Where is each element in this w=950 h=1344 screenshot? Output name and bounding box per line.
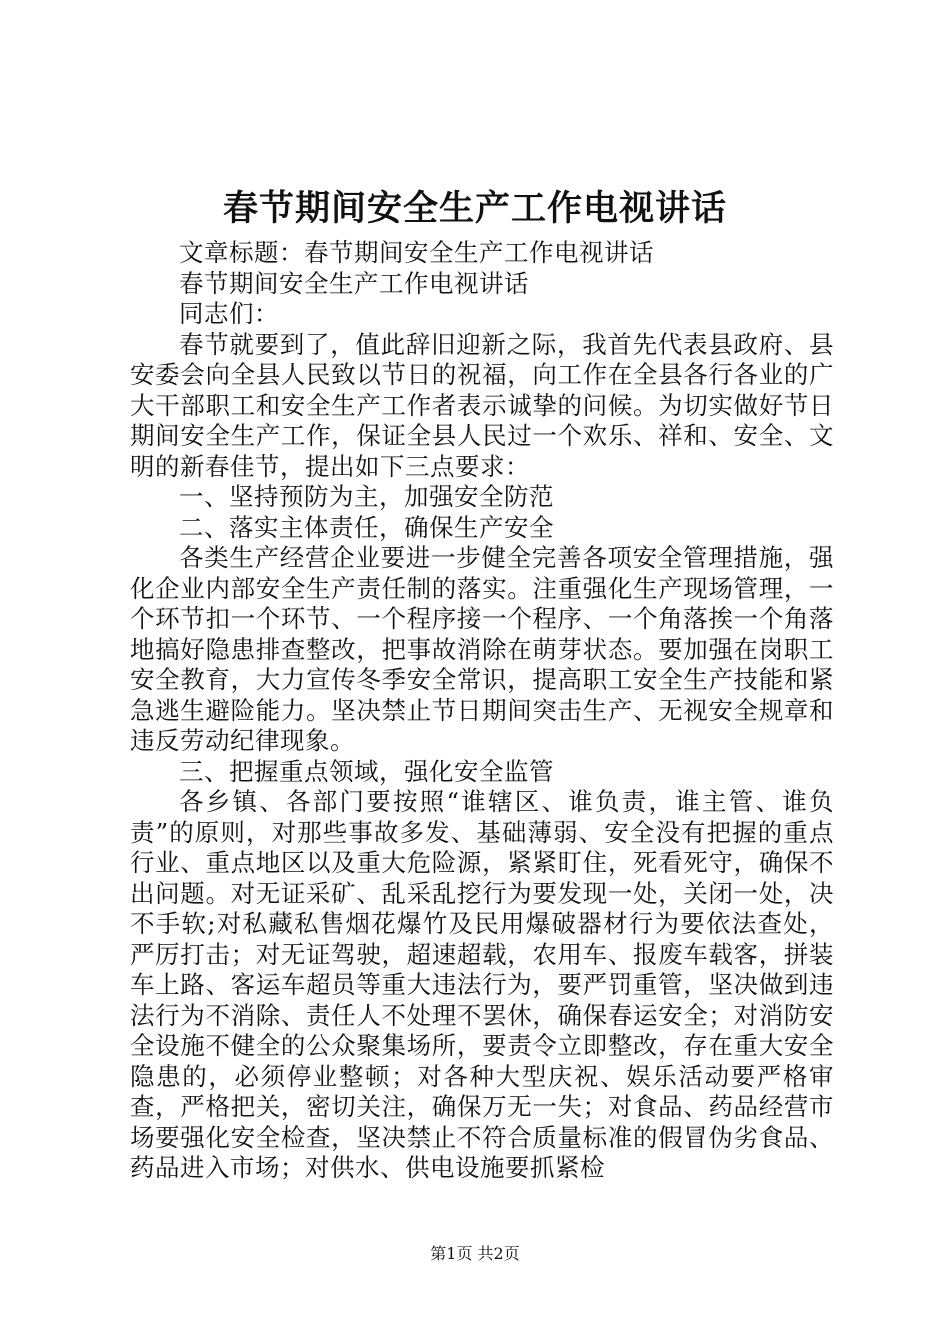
section-heading-3: 三、把握重点领域，强化安全监管 — [179, 756, 554, 786]
paragraph-article-title: 文章标题：春节期间安全生产工作电视讲话 — [179, 238, 654, 267]
paragraph-section-3-body: 各乡镇、各部门要按照“谁辖区、谁负责，谁主管、谁负责”的原则，对那些事故多发、基础薄弱、安全没有把握的重点行业、重点地区以及重大危险源，紧紧盯住，死看死守，确保不出问题。对无证采矿、乱采乱挖行为要发现一处，关闭一处，决不手软;对私藏私售烟花爆竹及民用爆破器材行为要依法查处，严厉打击；对无证驾驶，超速超载，农用车、报废车载客，拼装车上路、客运车超员等重大违法行为，要严罚重管，坚决做到违法行为不消除、责任人不处理不罢休，确保春运安全；对消防安全设施不健全的公众聚集场所，要责令立即整改，存在重大安全隐患的，必须停业整顿；对各种大型庆祝、娱乐活动要严格审查，严格把关，密切关注，确保万无一失；对食品、药品经营市场要强化安全检查，坚决禁止不符合质量标准的假冒伪劣食品、药品进入市场；对供水、供电设施要抓紧检 — [130, 787, 834, 1182]
paragraph-greeting: 同志们： — [179, 299, 279, 328]
section-heading-1: 一、坚持预防为主，加强安全防范 — [179, 482, 554, 511]
document-body — [130, 238, 834, 1184]
paragraph-speech-title: 春节期间安全生产工作电视讲话 — [179, 268, 529, 298]
page-number-footer: 第1页 共2页 — [430, 1244, 520, 1263]
document-title: 春节期间安全生产工作电视讲话 — [222, 188, 727, 229]
paragraph-section-2-body: 各类生产经营企业要进一步健全完善各项安全管理措施，强化企业内部安全生产责任制的落实。注重强化生产现场管理，一个环节扣一个环节、一个程序接一个程序、一个角落挨一个角落地搞好隐患排查整改，把事故消除在萌芽状态。要加强在岗职工安全教育，大力宣传冬季安全常识，提高职工安全生产技能和紧急逃生避险能力。坚决禁止节日期间突击生产、无视安全规章和违反劳动纪律现象。 — [130, 543, 834, 755]
section-heading-2: 二、落实主体责任，确保生产安全 — [179, 512, 554, 542]
paragraph-intro: 春节就要到了，值此辞旧迎新之际，我首先代表县政府、县安委会向全县人民致以节日的祝福，向工作在全县各行各业的广大干部职工和安全生产工作者表示诚挚的问候。为切实做好节日期间安全生产工作，保证全县人民过一个欢乐、祥和、安全、文明的新春佳节，提出如下三点要求： — [130, 329, 834, 481]
